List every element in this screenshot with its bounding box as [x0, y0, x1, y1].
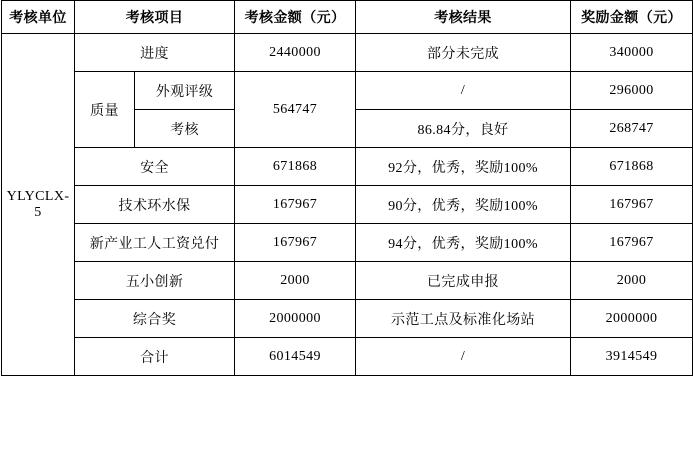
result-comprehensive-award: 示范工点及标准化场站	[356, 300, 571, 338]
header-result: 考核结果	[356, 1, 571, 34]
amount-safety: 671868	[235, 148, 356, 186]
reward-five-small-innovation: 2000	[571, 262, 693, 300]
table-row	[2, 262, 693, 300]
result-safety: 92分，优秀，奖励100%	[356, 148, 571, 186]
reward-quality-assessment: 268747	[571, 110, 693, 148]
result-new-worker-wage: 94分，优秀，奖励100%	[356, 224, 571, 262]
table-row	[2, 300, 693, 338]
result-progress: 部分未完成	[356, 34, 571, 72]
unit-cell: YLYCLX-5	[2, 34, 75, 376]
item-total: 合计	[75, 338, 235, 376]
item-comprehensive-award: 综合奖	[75, 300, 235, 338]
reward-total: 3914549	[571, 338, 693, 376]
item-new-worker-wage: 新产业工人工资兑付	[75, 224, 235, 262]
amount-five-small-innovation: 2000	[235, 262, 356, 300]
amount-quality: 564747	[235, 72, 356, 148]
item-quality-assessment: 考核	[135, 110, 235, 148]
assessment-table	[1, 0, 693, 376]
reward-comprehensive-award: 2000000	[571, 300, 693, 338]
reward-safety: 671868	[571, 148, 693, 186]
header-amount: 考核金额（元）	[235, 1, 356, 34]
header-item: 考核项目	[75, 1, 235, 34]
item-tech-env-water: 技术环水保	[75, 186, 235, 224]
table-row	[2, 338, 693, 376]
table-row	[2, 224, 693, 262]
result-tech-env-water: 90分，优秀，奖励100%	[356, 186, 571, 224]
item-appearance-rating: 外观评级	[135, 72, 235, 110]
reward-new-worker-wage: 167967	[571, 224, 693, 262]
amount-tech-env-water: 167967	[235, 186, 356, 224]
reward-tech-env-water: 167967	[571, 186, 693, 224]
header-unit: 考核单位	[2, 1, 75, 34]
header-reward: 奖励金额（元）	[571, 1, 693, 34]
table-row	[2, 72, 693, 110]
result-total: /	[356, 338, 571, 376]
result-quality-assessment: 86.84分，良好	[356, 110, 571, 148]
reward-progress: 340000	[571, 34, 693, 72]
item-progress: 进度	[75, 34, 235, 72]
item-five-small-innovation: 五小创新	[75, 262, 235, 300]
table-header-row	[2, 1, 693, 34]
table-row	[2, 34, 693, 72]
item-quality-group: 质量	[75, 72, 135, 148]
table-row	[2, 186, 693, 224]
result-appearance-rating: /	[356, 72, 571, 110]
amount-progress: 2440000	[235, 34, 356, 72]
reward-appearance-rating: 296000	[571, 72, 693, 110]
item-safety: 安全	[75, 148, 235, 186]
table-row	[2, 148, 693, 186]
result-five-small-innovation: 已完成申报	[356, 262, 571, 300]
amount-comprehensive-award: 2000000	[235, 300, 356, 338]
amount-new-worker-wage: 167967	[235, 224, 356, 262]
amount-total: 6014549	[235, 338, 356, 376]
